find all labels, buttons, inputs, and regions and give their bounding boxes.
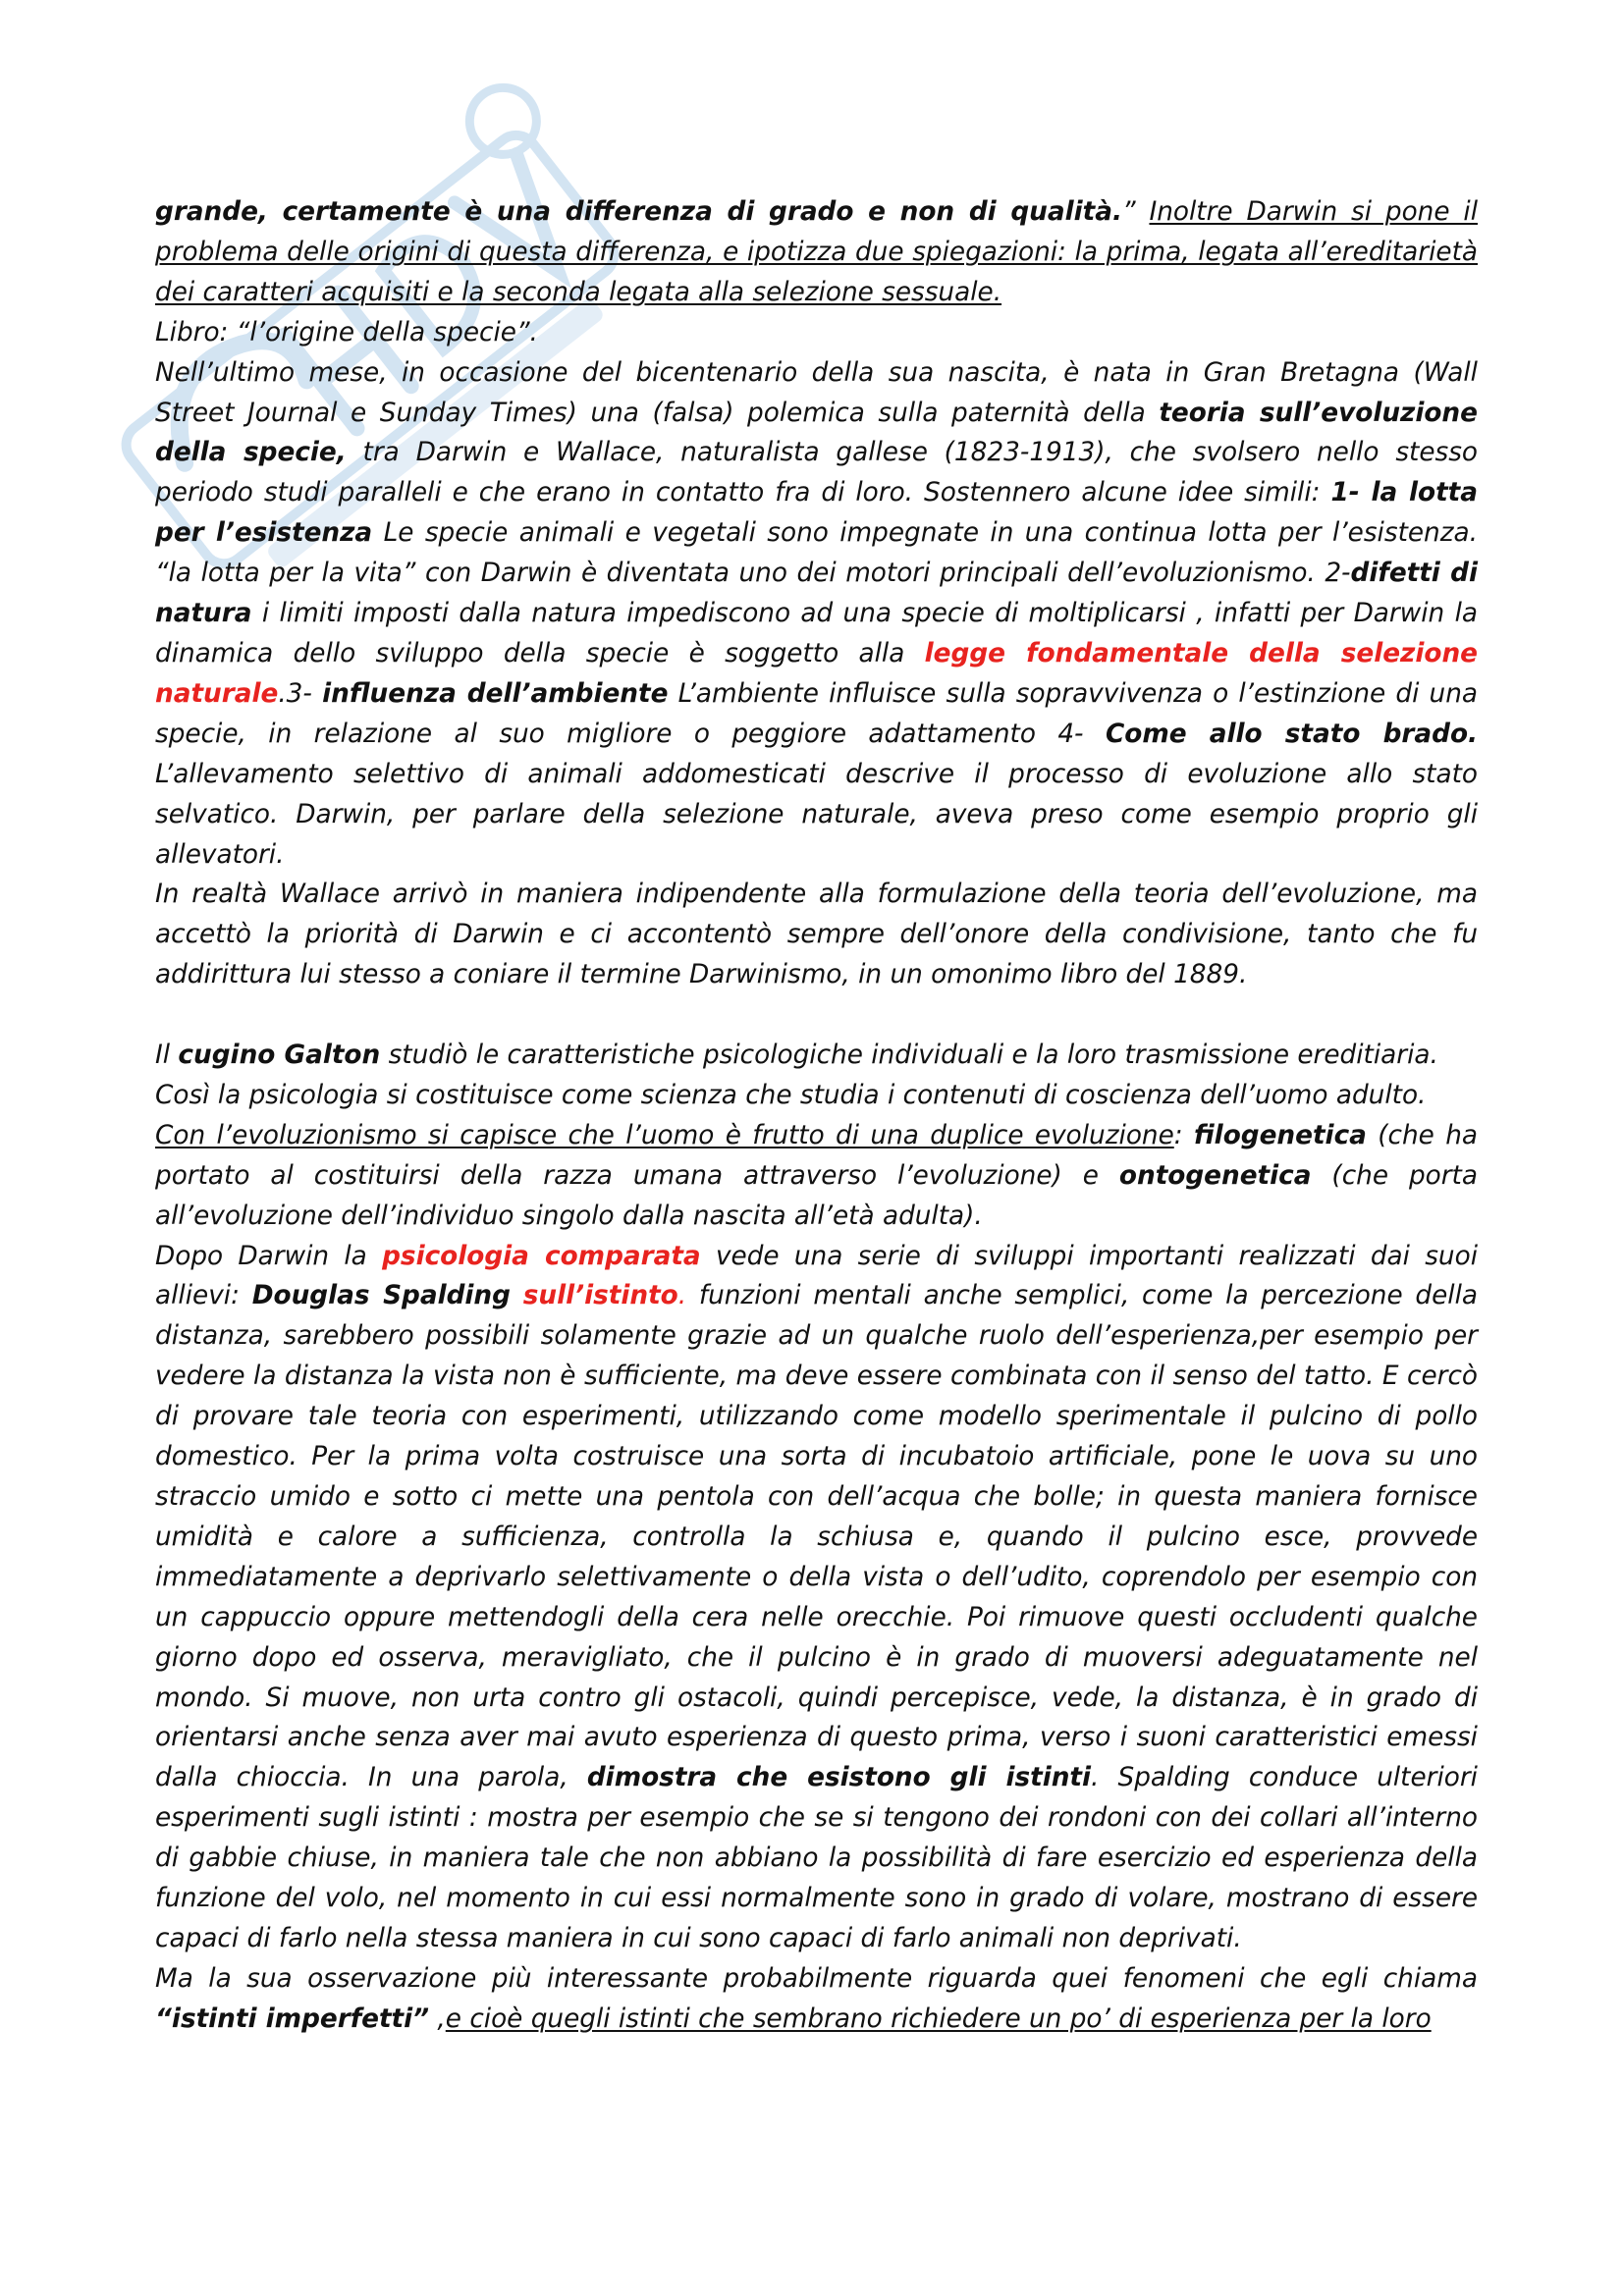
text-run: legge fondamentale della selezione naturale xyxy=(155,638,1478,709)
text-run: difetti di natura xyxy=(155,559,1479,629)
text-run: cugino Galton xyxy=(178,1041,381,1071)
paragraph xyxy=(155,1076,1478,1116)
paragraph xyxy=(155,1237,1478,1959)
text-run: psicologia comparata xyxy=(382,1241,701,1271)
text-run: Inoltre Darwin si pone il problema delle origini di questa differenza, e ipotizza due spiegazioni: la prima, legata all’ereditarietà dei caratteri acquisiti e la seconda legata alla selezione sessuale. xyxy=(155,197,1478,307)
text-run: e cioè quegli istinti che sembrano richiedere un po’ di esperienza per la loro xyxy=(445,2003,1432,2034)
text-run: Ma la sua osservazione più interessante probabilmente riguarda quei fenomeni che egli chiama xyxy=(155,1963,1478,1994)
text-run: .3- xyxy=(278,678,323,709)
text-run: grande, certamente è una differenza di grado e non di qualità. xyxy=(155,197,1122,227)
text-run: Il xyxy=(155,1041,179,1071)
text-run: Libro: “l’origine della specie”. xyxy=(155,317,538,347)
text-run: tra Darwin e Wallace, naturalista gallese (1823-1913), che svolsero nello stesso periodo studi paralleli e che erano in contatto fra di loro. Sostennero alcune idee simili: xyxy=(155,438,1478,508)
text-run: teoria sull’evoluzione della specie, xyxy=(155,398,1478,468)
text-run: Le specie animali e vegetali sono impegnate in una continua lotta per l’esistenza. “la lotta per la vita” con Darwin è diventata uno dei motori principali dell’evoluzionismo. 2- xyxy=(155,518,1478,589)
text-run: L’ambiente influisce sulla sopravvivenza o l’estinzione di una specie, in relazione al suo migliore o peggiore adattamento 4- xyxy=(155,678,1478,749)
text-run: ” xyxy=(1121,197,1150,227)
text-run: studiò le caratteristiche psicologiche individuali e la loro trasmissione ereditiaria. xyxy=(380,1041,1438,1071)
paragraph xyxy=(155,313,1478,353)
paragraph xyxy=(155,1036,1478,1076)
text-run: L’allevamento selettivo di animali addomesticati descrive il processo di evoluzione allo stato selvatico. Darwin, per parlare della selezione naturale, aveva preso come esempio proprio gli allevatori. xyxy=(155,759,1478,870)
text-run: , xyxy=(429,2003,446,2034)
text-run: Douglas Spalding xyxy=(251,1281,511,1311)
text-run: (che ha portato al costituirsi della razza umana attraverso l’evoluzione) e xyxy=(155,1120,1478,1191)
text-run: vede una serie di sviluppi importanti realizzati dai suoi allievi: xyxy=(155,1241,1478,1311)
paragraph xyxy=(155,875,1478,995)
text-run: Con l’evoluzionismo si capisce che l’uomo è frutto di una duplice evoluzione xyxy=(155,1120,1174,1150)
text-run: Nell’ultimo mese, in occasione del bicentenario della sua nascita, è nata in Gran Bretagna (Wall Street Journal e Sunday Times) una (falsa) polemica sulla paternità della xyxy=(155,357,1478,428)
text-run: . Spalding conduce ulteriori esperimenti sugli istinti : mostra per esempio che se si tengono dei rondoni con dei collari all’interno di gabbie chiuse, in maniera tale che non abbiano la possibilità di fare esercizio ed esperienza della funzione del volo, nel momento in cui essi normalmente sono in grado di volare, mostrano di essere capaci di farlo nella stessa maniera in cui sono capaci di farlo animali non deprivati. xyxy=(155,1763,1478,1953)
paragraph xyxy=(155,192,1478,313)
text-run: influenza dell’ambiente xyxy=(322,678,669,709)
paragraph xyxy=(155,1116,1478,1237)
text-run: 1- la lotta per l’esistenza xyxy=(155,478,1479,549)
text-run: Così la psicologia si costituisce come scienza che studia i contenuti di coscienza dell’uomo adulto. xyxy=(155,1080,1427,1110)
text-run: Dopo Darwin la xyxy=(155,1241,383,1271)
text-run: “istinti imperfetti” xyxy=(155,2003,430,2034)
text-run: Come allo stato brado. xyxy=(1105,719,1479,749)
text-run: filogenetica xyxy=(1193,1120,1367,1150)
text-run: In realtà Wallace arrivò in maniera indipendente alla formulazione della teoria dell’evoluzione, ma accettò la priorità di Darwin e ci accontentò sempre dell’onore della condivisione, tanto che fu addirittura lui stesso a coniare il termine Darwinismo, in un omonimo libro del 1889. xyxy=(155,880,1478,990)
document-body xyxy=(155,192,1478,2040)
text-run: i limiti imposti dalla natura impediscono ad una specie di moltiplicarsi , infatti per Darwin la dinamica dello sviluppo della specie è soggetto alla xyxy=(155,599,1478,668)
text-run: ontogenetica xyxy=(1118,1160,1312,1191)
text-run xyxy=(511,1281,523,1310)
text-run: sull’istinto xyxy=(522,1281,678,1311)
text-run: dimostra che esistono gli istinti xyxy=(586,1763,1092,1793)
text-run: (che porta all’evoluzione dell’individuo singolo dalla nascita all’età adulta). xyxy=(155,1160,1478,1231)
paragraph xyxy=(155,1959,1478,2040)
text-run: funzioni mentali anche semplici, come la percezione della distanza, sarebbero possibili solamente grazie ad un qualche ruolo dell’esperienza,per esempio per vedere la distanza la vista non è sufficiente, ma deve essere combinata con il senso del tatto. E cercò di provare tale teoria con esperimenti, utilizzando come modello sperimentale il pulcino di pollo domestico. Per la prima volta costruisce una sorta di incubatoio artificiale, pone le uova su uno straccio umido e sotto ci mette una pentola con dell’acqua che bolle; in questa maniera fornisce umidità e calore a sufficienza, controlla la schiusa e, quando il pulcino esce, provvede immediatamente a deprivarlo selettivamente o della vista o dell’udito, coprendolo per esempio con un cappuccio oppure mettendogli della cera nelle orecchie. Poi rimuove questi occludenti qualche giorno dopo ed osserva, meravigliato, che il pulcino è in grado di muoversi adeguatamente nel mondo. Si muove, non urta contro gli ostacoli, quindi percepisce, vede, la distanza, è in grado di orientarsi anche senza aver mai avuto esperienza di questo prima, verso i suoni caratteristici emessi dalla chioccia. In una parola, xyxy=(155,1281,1478,1793)
text-run: : xyxy=(1173,1120,1194,1150)
text-run: . xyxy=(677,1281,687,1311)
paragraph xyxy=(155,353,1478,876)
